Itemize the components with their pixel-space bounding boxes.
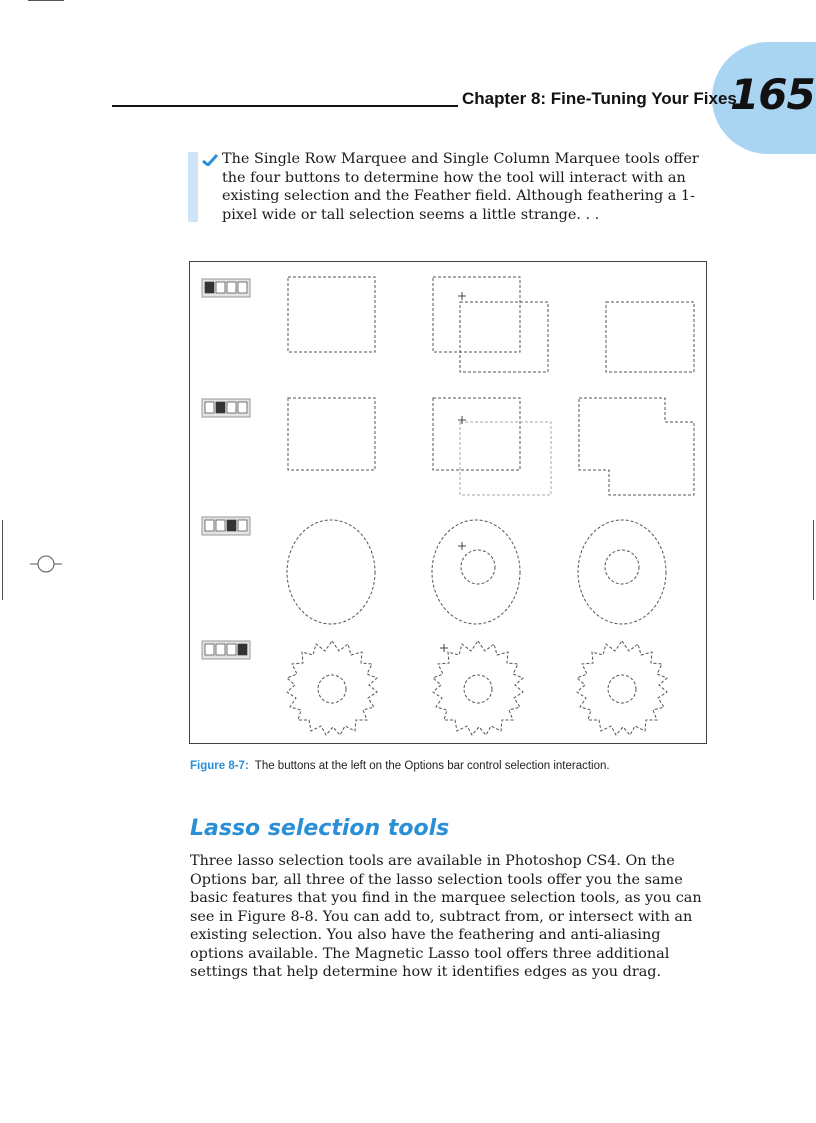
subtract-inner-circle <box>461 550 495 584</box>
add-drag-rect <box>460 422 551 495</box>
registration-mark-icon <box>30 548 62 580</box>
options-bar-new-selection <box>202 279 250 297</box>
body-paragraph: Three lasso selection tools are available in Photoshop CS4. On the Options bar, all three of the lasso selection tools offer you the same basic features that you find in the marquee selection tools, as you can see in Figure 8-8. You can add to, subtract from, or intersect with an existing selection. You also have the feathering and anti-aliasing options available. The Magnetic Lasso tool offers three additional settings that help determine how it identifies edges as you drag. <box>190 853 702 980</box>
bullet-text: The Single Row Marquee and Single Column Marquee tools offer the four buttons to determine how the tool will interact with an existing selection and the Feather field. Although feathering a 1-pixel wide or tall selection seems a little strange. . . <box>222 151 699 223</box>
bullet-sidebar <box>188 152 198 222</box>
intersect-gear-1 <box>287 641 377 735</box>
subtract-result-outer <box>578 520 666 624</box>
add-first-rect <box>288 398 375 470</box>
figure-8-7 <box>189 261 707 744</box>
options-bar-subtract-selection <box>202 517 250 535</box>
subtract-circle <box>287 520 375 624</box>
figure-caption <box>190 760 610 772</box>
add-existing-rect <box>433 398 520 470</box>
figure-caption-label: Figure 8-7: <box>190 760 249 772</box>
options-bar-add-selection <box>202 399 250 417</box>
subtract-result-inner <box>605 550 639 584</box>
marquee-existing-rect <box>433 277 520 352</box>
add-result-shape <box>579 398 694 495</box>
page-number: 165 <box>730 70 815 119</box>
section-heading: Lasso selection tools <box>190 816 450 841</box>
selection-modes-figure <box>190 262 706 743</box>
options-bar-intersect-selection <box>202 641 250 659</box>
crop-mark-right <box>813 520 814 600</box>
subtract-outer-circle <box>432 520 520 624</box>
marquee-result-rect <box>606 302 694 372</box>
header-rule <box>112 105 458 107</box>
marquee-new-drag-rect <box>460 302 548 372</box>
intersect-gear-3 <box>577 641 667 735</box>
figure-caption-text: The buttons at the left on the Options bar control selection interaction. <box>254 760 610 772</box>
crop-mark-left <box>2 520 3 600</box>
checkmark-icon <box>202 154 218 166</box>
crop-mark-top <box>28 0 64 1</box>
intersect-gear-2 <box>433 641 523 735</box>
chapter-title: Chapter 8: Fine-Tuning Your Fixes <box>462 89 737 108</box>
marquee-new-rect <box>288 277 375 352</box>
